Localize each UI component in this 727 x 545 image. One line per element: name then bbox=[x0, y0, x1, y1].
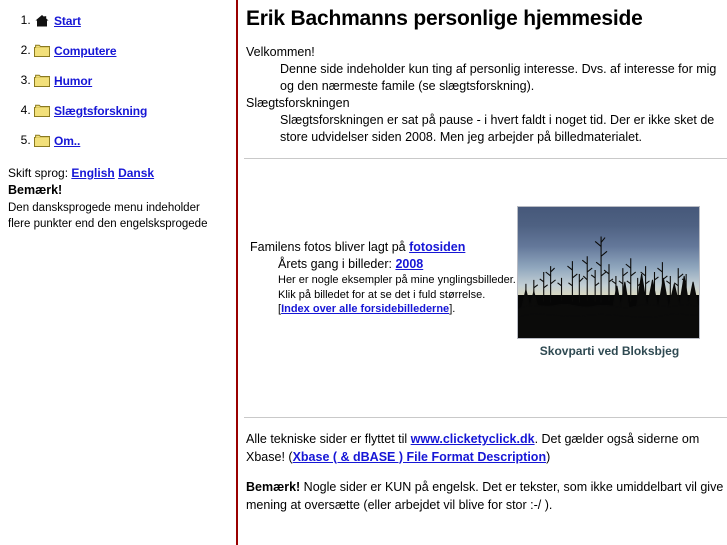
folder-icon bbox=[34, 134, 50, 148]
footer-tech-post: ) bbox=[546, 449, 551, 464]
sidebar-link-humor[interactable]: 3. Humor bbox=[54, 73, 93, 88]
sidebar-nav-list bbox=[0, 8, 230, 152]
footer-link-clicketyclick[interactable]: www.clicketyclick.dk bbox=[410, 432, 535, 446]
intro-term-slaegtsforskningen: Slægtsforskningen bbox=[246, 96, 350, 110]
language-link-english[interactable]: English bbox=[71, 166, 115, 180]
photo-link-index[interactable]: Index over alle forsidebillederne bbox=[281, 303, 450, 315]
photo-lead-text: Familens fotos bliver lagt på bbox=[250, 240, 410, 254]
photo-link-2008[interactable]: 2008 bbox=[395, 257, 424, 271]
photo-link-fotosiden[interactable]: fotosiden bbox=[409, 240, 466, 254]
sidebar-note-body: Den dansksprogede menu indeholder flere punkter end den engelsksprogede bbox=[8, 202, 208, 230]
sidebar-link-start[interactable]: 1. Start bbox=[54, 13, 81, 28]
footer-tech-paragraph bbox=[246, 431, 727, 466]
photo-tree-silhouettes bbox=[518, 207, 699, 338]
index-bracket-close: ]. bbox=[449, 303, 456, 315]
sidebar-item-humor[interactable] bbox=[34, 68, 230, 92]
main-content bbox=[236, 0, 727, 545]
photo-text-block bbox=[250, 239, 520, 317]
photo-caption: Skovparti ved Bloksbjeg bbox=[539, 344, 680, 358]
page-title: Erik Bachmanns personlige hjemmeside bbox=[246, 7, 643, 30]
index-bracket-open: [ bbox=[278, 303, 282, 315]
sidebar bbox=[0, 0, 230, 545]
sidebar-link-om[interactable]: 5. Om.. bbox=[54, 133, 81, 148]
language-link-dansk[interactable]: Dansk bbox=[118, 166, 155, 180]
intro-def-slaegtsforskningen: Slægtsforskningen er sat på pause - i hvert faldt i noget tid. Der er ikke sket de store udvidelser siden 2008. Men jeg arbejder på billedmaterialet. bbox=[280, 113, 715, 144]
footer-link-xbase[interactable]: Xbase ( & dBASE ) File Format Description bbox=[292, 449, 547, 464]
sidebar-link-computere[interactable]: 2. Computere bbox=[54, 43, 117, 58]
photo-description: Her er nogle eksempler på mine ynglingsbilleder. Klik på billedet for at se det i fuld størrelse. bbox=[278, 274, 516, 301]
sidebar-item-om[interactable] bbox=[34, 128, 230, 152]
folder-icon bbox=[34, 44, 50, 58]
photo-index-line bbox=[278, 302, 520, 317]
home-icon bbox=[34, 14, 50, 28]
sidebar-item-computere[interactable] bbox=[34, 38, 230, 62]
photo-year-label: Årets gang i billeder: bbox=[278, 257, 396, 271]
folder-icon bbox=[34, 104, 50, 118]
footer-tech-pre: Alle tekniske sider er flyttet til bbox=[246, 432, 411, 446]
footer-tech-mid: . Det gælder også siderne om Xbase! ( bbox=[246, 432, 700, 464]
sidebar-link-slaegtsforskning[interactable]: 4. Slægtsforskning bbox=[54, 103, 148, 118]
intro-definition-list bbox=[246, 44, 727, 146]
photo-section bbox=[244, 159, 727, 405]
footer-note-paragraph bbox=[246, 479, 727, 514]
footer-note-rest: Nogle sider er KUN på engelsk. Det er tekster, som ikke umiddelbart vil give mening at oversætte (eller arbejdet vil blive for stor :-/ ). bbox=[246, 480, 724, 512]
photo-year-line bbox=[278, 256, 520, 273]
sidebar-note-heading: Bemærk! bbox=[8, 183, 63, 197]
forest-silhouette-photo[interactable] bbox=[517, 206, 700, 339]
footer-block bbox=[246, 431, 727, 514]
folder-icon bbox=[34, 74, 50, 88]
sidebar-item-start[interactable] bbox=[34, 8, 230, 32]
sidebar-item-slaegtsforskning[interactable] bbox=[34, 98, 230, 122]
intro-def-velkommen: Denne side indeholder kun ting af personlig interesse. Dvs. af interesse for mig og den nærmeste famile (se slægtsforskning). bbox=[280, 62, 717, 93]
language-switcher bbox=[8, 166, 230, 180]
photo-lead-line bbox=[250, 239, 520, 256]
divider-bottom bbox=[244, 417, 727, 418]
photo-thumbnail[interactable] bbox=[517, 206, 702, 339]
footer-note-bold: Bemærk! bbox=[246, 480, 301, 494]
intro-term-velkommen: Velkommen! bbox=[246, 45, 315, 59]
language-label: Skift sprog: bbox=[8, 166, 69, 180]
